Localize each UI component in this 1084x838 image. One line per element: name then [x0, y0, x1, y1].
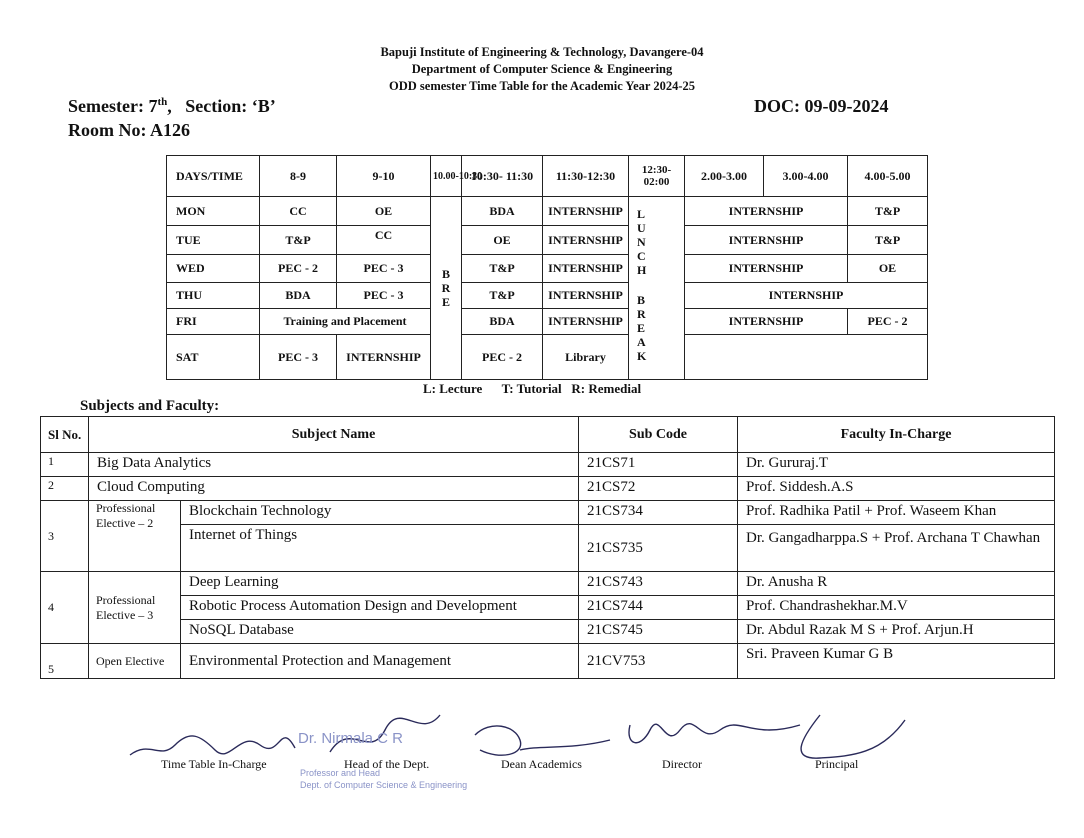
- header-slot-4-5: 4.00-5.00: [848, 156, 928, 197]
- stamp-name: Dr. Nirmala C R: [298, 730, 404, 747]
- header-slot-break: 10.00-10:30: [431, 156, 462, 197]
- cell-1130-1230: Library: [543, 335, 629, 380]
- document-title: ODD semester Time Table for the Academic Year 2024-25: [389, 79, 695, 93]
- subject-code: 21CS735: [579, 525, 738, 572]
- subject-name: Robotic Process Automation Design and Development: [181, 596, 579, 620]
- room-number: Room No: A126: [68, 120, 190, 140]
- faculty-name: Prof. Siddesh.A.S: [738, 477, 1055, 501]
- header-slot-3-4: 3.00-4.00: [764, 156, 848, 197]
- lunch-letter: C: [637, 249, 646, 263]
- cell-9-10: PEC - 3: [337, 283, 431, 309]
- subject-row: [41, 596, 1055, 620]
- faculty-name: Dr. Gururaj.T: [738, 453, 1055, 477]
- timetable-row-thu: [167, 283, 928, 309]
- cell-8-10: Training and Placement: [260, 309, 431, 335]
- subject-code: 21CS743: [579, 572, 738, 596]
- col-sub-code: Sub Code: [579, 417, 738, 453]
- timetable-header-row: [167, 156, 928, 197]
- subject-row: [41, 477, 1055, 501]
- cell-9-10: OE: [337, 197, 431, 226]
- lunch-letter: R: [637, 307, 646, 321]
- cell-4-5: T&P: [848, 197, 928, 226]
- subject-row: [41, 644, 1055, 679]
- subject-name: Big Data Analytics: [89, 453, 579, 477]
- subject-name: Cloud Computing: [89, 477, 579, 501]
- timetable-row-fri: [167, 309, 928, 335]
- sl-number: 5: [41, 644, 89, 679]
- lunch-break-column: [629, 197, 685, 380]
- cell-2-5: INTERNSHIP: [685, 283, 928, 309]
- sig-label-director: Director: [662, 757, 702, 771]
- lunch-letter: K: [637, 349, 647, 363]
- subject-name: Environmental Protection and Management: [181, 644, 579, 679]
- lunch-letter: U: [637, 221, 646, 235]
- subjects-table: [40, 416, 1055, 679]
- cell-1130-1230: INTERNSHIP: [543, 283, 629, 309]
- cell-4-5: PEC - 2: [848, 309, 928, 335]
- cell-empty: [685, 335, 928, 380]
- header-slot-9-10: 9-10: [337, 156, 431, 197]
- cell-8-9: T&P: [260, 226, 337, 255]
- subject-code: 21CS71: [579, 453, 738, 477]
- header-slot-8-9: 8-9: [260, 156, 337, 197]
- cell-1130-1230: INTERNSHIP: [543, 197, 629, 226]
- faculty-name: Sri. Praveen Kumar G B: [738, 644, 1055, 679]
- subject-code: 21CS734: [579, 501, 738, 525]
- day-label: WED: [167, 255, 260, 283]
- elective-group: Professional Elective – 3: [89, 572, 181, 644]
- cell-1130-1230: INTERNSHIP: [543, 309, 629, 335]
- timetable-legend: L: Lecture T: Tutorial R: Remedial: [423, 381, 642, 396]
- timetable-row-wed: [167, 255, 928, 283]
- col-subject-name: Subject Name: [89, 417, 579, 453]
- sig-label-hod: Head of the Dept.: [344, 757, 430, 771]
- subject-row: [41, 525, 1055, 572]
- subject-code: 21CS72: [579, 477, 738, 501]
- institute-name: Bapuji Institute of Engineering & Technology, Davangere-04: [380, 45, 704, 59]
- stamp-line: Professor and Head: [300, 768, 381, 778]
- subject-row: [41, 620, 1055, 644]
- subject-code: 21CS744: [579, 596, 738, 620]
- faculty-name: Prof. Chandrashekhar.M.V: [738, 596, 1055, 620]
- cell-2-4: INTERNSHIP: [685, 226, 848, 255]
- subject-code: 21CV753: [579, 644, 738, 679]
- subject-name: Internet of Things: [181, 525, 579, 572]
- col-faculty: Faculty In-Charge: [738, 417, 1055, 453]
- header-slot-2-3: 2.00-3.00: [685, 156, 764, 197]
- sl-number: 3: [41, 501, 89, 572]
- cell-1030-1130: T&P: [462, 283, 543, 309]
- lunch-letter: B: [637, 293, 646, 307]
- subject-row: [41, 572, 1055, 596]
- cell-8-9: BDA: [260, 283, 337, 309]
- cell-9-10: CC: [337, 226, 431, 255]
- break-letter: E: [441, 295, 450, 309]
- cell-1030-1130: T&P: [462, 255, 543, 283]
- cell-8-9: CC: [260, 197, 337, 226]
- header-days-time: DAYS/TIME: [167, 156, 260, 197]
- sig-label-dean: Dean Academics: [501, 757, 582, 771]
- subject-row: [41, 453, 1055, 477]
- elective-group: Open Elective: [89, 644, 181, 679]
- subjects-heading: Subjects and Faculty:: [80, 398, 220, 414]
- sig-label-principal: Principal: [815, 757, 859, 771]
- timetable: [166, 155, 928, 380]
- sl-number: 1: [41, 453, 89, 477]
- lunch-letter: A: [637, 335, 646, 349]
- stamp-line: Dept. of Computer Science & Engineering: [300, 780, 468, 790]
- subjects-header-row: [41, 417, 1055, 453]
- col-sl-no: Sl No.: [41, 417, 89, 453]
- cell-2-4: INTERNSHIP: [685, 197, 848, 226]
- timetable-row-mon: [167, 197, 928, 226]
- subject-row: [41, 501, 1055, 525]
- timetable-row-tue: [167, 226, 928, 255]
- header-slot-1030-1130: 10:30- 11:30: [462, 156, 543, 197]
- subject-name: NoSQL Database: [181, 620, 579, 644]
- day-label: MON: [167, 197, 260, 226]
- break-column: [431, 197, 462, 380]
- cell-8-9: PEC - 3: [260, 335, 337, 380]
- cell-1030-1130: OE: [462, 226, 543, 255]
- subject-name: Deep Learning: [181, 572, 579, 596]
- faculty-name: Dr. Abdul Razak M S + Prof. Arjun.H: [738, 620, 1055, 644]
- cell-8-9: PEC - 2: [260, 255, 337, 283]
- cell-9-10: INTERNSHIP: [337, 335, 431, 380]
- doc-date: DOC: 09-09-2024: [754, 96, 889, 116]
- cell-1130-1230: INTERNSHIP: [543, 255, 629, 283]
- cell-2-4: INTERNSHIP: [685, 309, 848, 335]
- cell-9-10: PEC - 3: [337, 255, 431, 283]
- faculty-name: Dr. Gangadharppa.S + Prof. Archana T Chawhan: [738, 525, 1055, 572]
- break-letter: B: [441, 267, 450, 281]
- cell-1030-1130: BDA: [462, 309, 543, 335]
- day-label: SAT: [167, 335, 260, 380]
- break-letter: R: [441, 281, 451, 295]
- header-slot-lunch: 12:30-02:00: [629, 156, 685, 197]
- sl-number: 4: [41, 572, 89, 644]
- cell-4-5: OE: [848, 255, 928, 283]
- cell-2-4: INTERNSHIP: [685, 255, 848, 283]
- header-slot-1130-1230: 11:30-12:30: [543, 156, 629, 197]
- lunch-letter: N: [637, 235, 646, 249]
- cell-1030-1130: BDA: [462, 197, 543, 226]
- lunch-letter: L: [637, 207, 646, 221]
- sl-number: 2: [41, 477, 89, 501]
- semester-label: Semester: 7: [68, 96, 158, 116]
- subject-name: Blockchain Technology: [181, 501, 579, 525]
- day-label: FRI: [167, 309, 260, 335]
- cell-1030-1130: PEC - 2: [462, 335, 543, 380]
- subject-code: 21CS745: [579, 620, 738, 644]
- section-label: , Section: ‘B’: [167, 96, 276, 116]
- timetable-row-sat: [167, 335, 928, 380]
- faculty-name: Prof. Radhika Patil + Prof. Waseem Khan: [738, 501, 1055, 525]
- lunch-letter: E: [637, 321, 646, 335]
- faculty-name: Dr. Anusha R: [738, 572, 1055, 596]
- day-label: THU: [167, 283, 260, 309]
- department-name: Department of Computer Science & Engineering: [411, 62, 673, 76]
- elective-group: Professional Elective – 2: [89, 501, 181, 572]
- sig-label-timetable-incharge: Time Table In-Charge: [161, 757, 267, 771]
- lunch-letter: H: [637, 263, 647, 277]
- semester-section: [68, 96, 276, 117]
- cell-1130-1230: INTERNSHIP: [543, 226, 629, 255]
- cell-4-5: T&P: [848, 226, 928, 255]
- day-label: TUE: [167, 226, 260, 255]
- semester-suffix: th: [157, 96, 168, 108]
